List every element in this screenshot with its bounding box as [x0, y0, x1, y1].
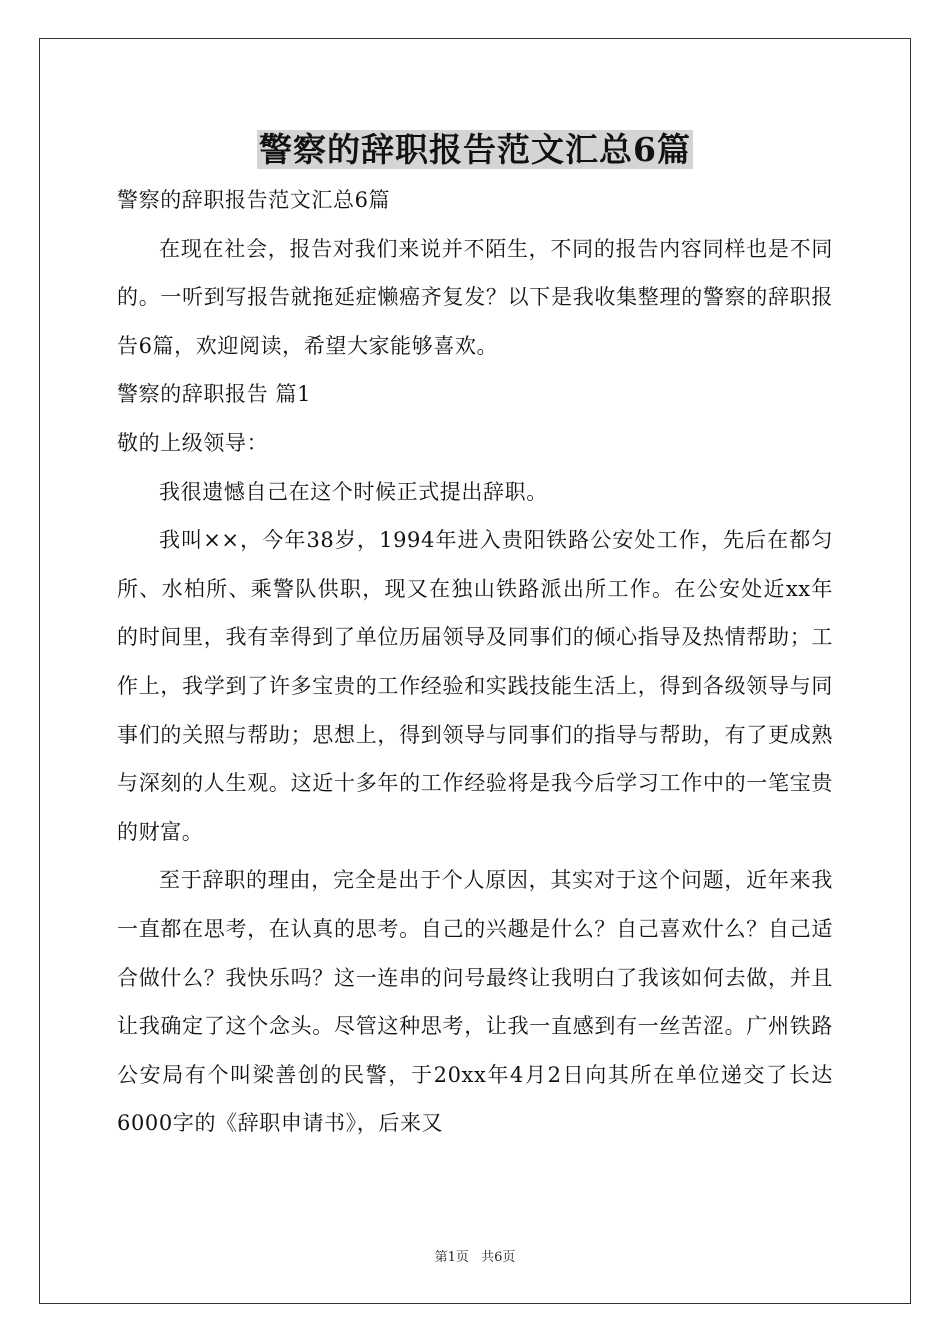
document-body — [117, 176, 833, 1148]
document-title-text: 警察的辞职报告范文汇总6篇 — [259, 130, 691, 169]
body-paragraph: 我很遗憾自己在这个时候正式提出辞职。 — [159, 479, 548, 504]
section-heading: 警察的辞职报告 篇1 — [117, 382, 312, 407]
document-title — [0, 124, 950, 176]
page-number: 第1页 — [434, 1250, 469, 1265]
body-paragraph: 至于辞职的理由，完全是出于个人原因，其实对于这个问题，近年来我一直都在思考，在认真的思考。自己的兴趣是什么？自己喜欢什么？自己适合做什么？我快乐吗？这一连串的问号最终让我明白了我该如何去做，并且让我确定了这个念头。尽管这种思考，让我一直感到有一丝苦涩。广州铁路公安局有个叫梁善创的民警，于20xx年4月2日向其所在单位递交了长达6000字的《辞职申请书》，后来又 — [117, 868, 833, 1136]
salutation: 敬的上级领导： — [117, 430, 269, 455]
body-paragraph: 我叫××，今年38岁，1994年进入贵阳铁路公安处工作，先后在都匀所、水柏所、乘警队供职，现又在独山铁路派出所工作。在公安处近xx年的时间里，我有幸得到了单位历届领导及同事们的倾心指导及热情帮助；工作上，我学到了许多宝贵的工作经验和实践技能生活上，得到各级领导与同事们的关照与帮助；思想上，得到领导与同事们的指导与帮助，有了更成熟与深刻的人生观。这近十多年的工作经验将是我今后学习工作中的一笔宝贵的财富。 — [117, 528, 833, 844]
intro-paragraph: 在现在社会，报告对我们来说并不陌生，不同的报告内容同样也是不同的。一听到写报告就拖延症懒癌齐复发？以下是我收集整理的警察的辞职报告6篇，欢迎阅读，希望大家能够喜欢。 — [117, 236, 833, 358]
subtitle: 警察的辞职报告范文汇总6篇 — [117, 188, 391, 212]
page-total: 共6页 — [481, 1250, 516, 1265]
page-footer — [0, 1250, 950, 1266]
